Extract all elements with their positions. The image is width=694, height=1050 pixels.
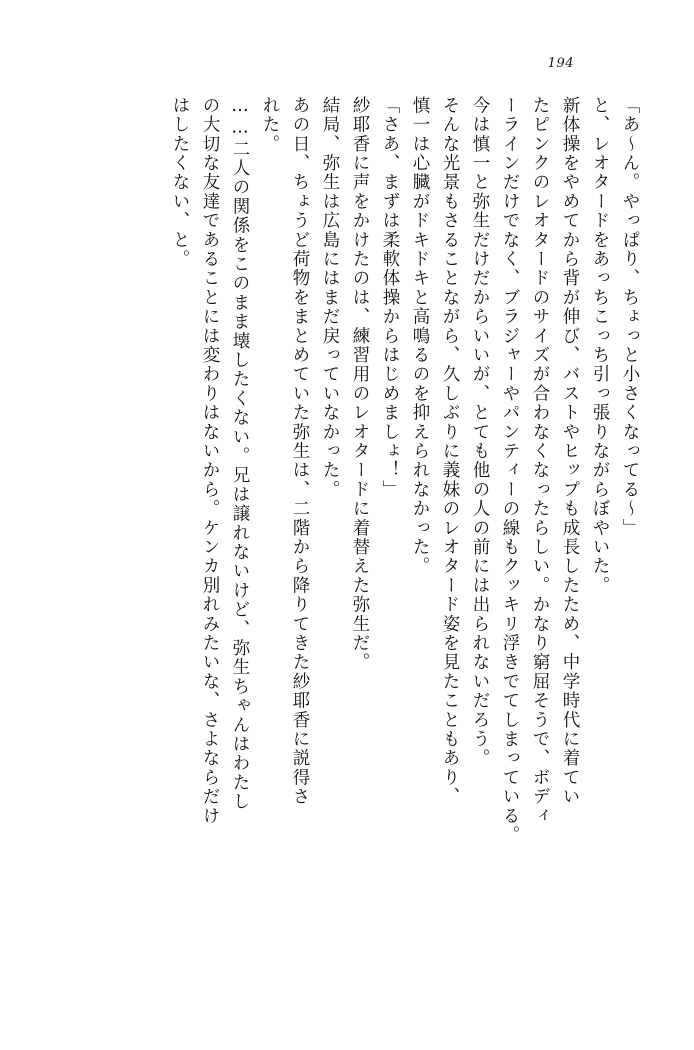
text-column: ……二人の関係をこのまま壊したくない。兄は譲れないけど、弥生ちゃんはわたし <box>230 96 250 812</box>
text-column: 今は慎一と弥生だけだからいいが、とても他の人の前には出られないだろう。 <box>470 96 490 768</box>
page-number: 194 <box>547 56 574 71</box>
text-column: 結局、弥生は広島にはまだ戻っていなかった。 <box>320 96 340 500</box>
text-column: たピンクのレオタードのサイズが合わなくなったらしい。かなり窮屈そうで、ボディ <box>530 96 550 826</box>
text-column: 慎一は心臓がドキドキと高鳴るのを抑えられなかった。 <box>410 96 430 576</box>
text-column: そんな光景もさることながら、久しぶりに義妹のレオタード姿を見たこともあり、 <box>440 96 460 807</box>
text-column: 紗耶香に声をかけたのは、練習用のレオタードに着替えた弥生だ。 <box>350 96 370 672</box>
text-column: ーラインだけでなく、ブラジャーやパンティーの線もクッキリ浮きでてしまっている。 <box>500 96 520 845</box>
text-column: あの日、ちょうど荷物をまとめていた弥生は、二階から降りてきた紗耶香に説得さ <box>290 96 310 807</box>
text-column: れた。 <box>260 96 280 154</box>
text-column: と、レオタードをあっちこっち引っ張りながらぼやいた。 <box>590 96 610 596</box>
vertical-text-body <box>56 96 638 976</box>
text-column: 新体操をやめてから背が伸び、バストやヒップも成長したため、中学時代に着てい <box>560 96 580 807</box>
text-column: はしたくない、と。 <box>170 96 190 269</box>
text-column: の大切な友達であることには変わりはないから。ケンカ別れみたいな、さよならだけ <box>200 96 220 826</box>
text-column: 「あ～ん。やっぱり、ちょっと小さくなってる～」 <box>620 96 640 538</box>
text-column: 「さあ、まずは柔軟体操からはじめましょ！」 <box>380 96 400 500</box>
